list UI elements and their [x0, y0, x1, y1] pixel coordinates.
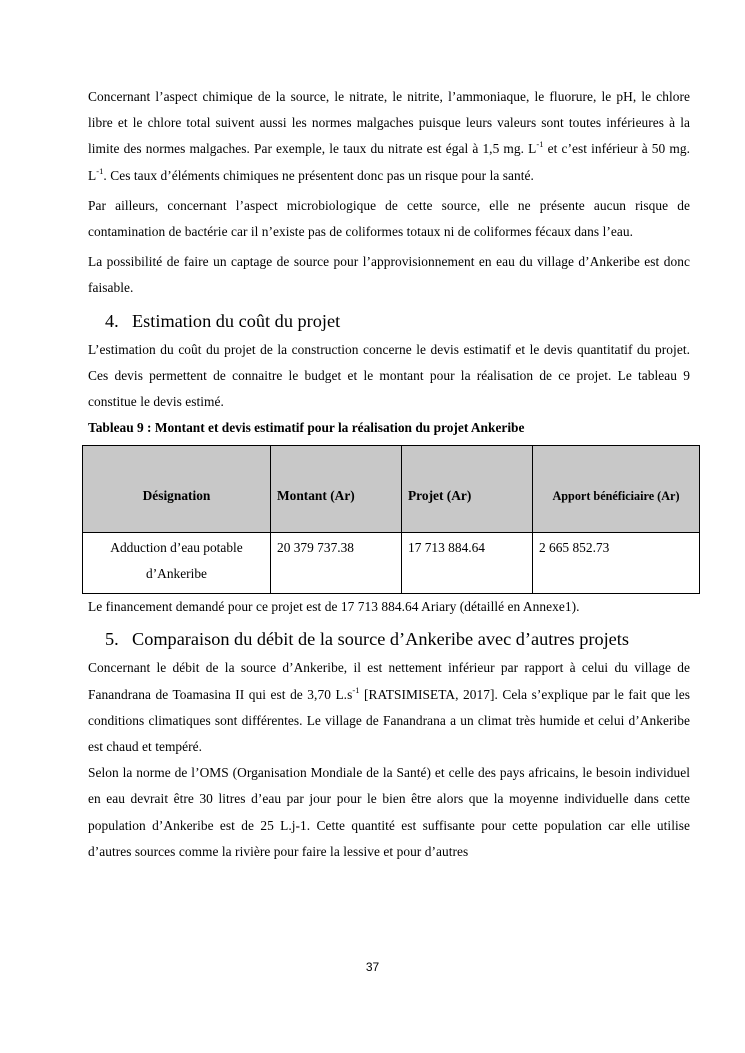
superscript: -1	[352, 684, 360, 695]
chemical-paragraph	[88, 84, 690, 189]
text-run: Concernant le débit de la source d’Ankeribe, il est nettement inférieur par rapport à celui du village de Fanandrana de Toamasina II qui est de 3,70 L.s	[88, 660, 690, 702]
header-designation: Désignation	[83, 446, 271, 533]
section-title: Comparaison du débit de la source d’Ankeribe avec d’autres projets	[132, 629, 629, 650]
cell-text: Adduction d’eau potable	[110, 540, 243, 556]
text-run: et c’est inférieur à 50 mg. L	[88, 141, 690, 183]
table-caption: Tableau 9 : Montant et devis estimatif pour la réalisation du projet Ankeribe	[88, 420, 525, 436]
section-4-intro: L’estimation du coût du projet de la construction concerne le devis estimatif et le devis quantitatif du projet. Ces devis permettent de connaitre le budget et le montant pour la réalisation de ce projet. Le tableau 9 constitue le devis estimé.	[88, 341, 690, 410]
table-header-row	[83, 446, 700, 533]
section-title: Estimation du coût du projet	[132, 310, 341, 331]
cell-designation	[83, 533, 271, 594]
cell-montant: 20 379 737.38	[271, 533, 402, 594]
microbiology-paragraph: Par ailleurs, concernant l’aspect microbiologique de cette source, elle ne présente aucun risque de contamination de bactérie car il n’existe pas de coliformes totaux ni de coliformes fécaux dans l’eau.	[88, 197, 690, 240]
text-run: . Ces taux d’éléments chimiques ne présentent donc pas un risque pour la santé.	[103, 167, 534, 183]
text-run: [RATSIMISETA, 2017]. Cela s’explique par le fait que les conditions climatiques sont différentes. Le village de Fanandrana a un climat très humide et celui d’Ankeribe est chaud et tempéré.	[88, 686, 690, 755]
who-norm-paragraph: Selon la norme de l’OMS (Organisation Mondiale de la Santé) et celle des pays africains, le besoin individuel en eau devrait être 30 litres d’eau par jour pour le bien être alors que la moyenne individuelle dans cette population d’Ankeribe est de 25 L.j-1. Cette quantité est suffisante pour cette population car elle utilise d’autres sources comme la rivière pour faire la lessive et pour d’autres	[88, 765, 690, 859]
cost-estimate-table	[82, 445, 700, 594]
document-page	[88, 84, 690, 865]
possibility-paragraph: La possibilité de faire un captage de source pour l’approvisionnement en eau du village d’Ankeribe est donc faisable.	[88, 254, 690, 296]
page-number: 37	[365, 960, 380, 974]
financing-paragraph: Le financement demandé pour ce projet est de 17 713 884.64 Ariary (détaillé en Annexe1).	[88, 599, 580, 615]
cell-apport: 2 665 852.73	[533, 533, 700, 594]
superscript: -1	[536, 139, 544, 150]
section-5-heading	[105, 627, 690, 651]
header-projet: Projet (Ar)	[402, 446, 533, 533]
section-number: 5.	[105, 629, 119, 650]
section-number: 4.	[105, 310, 119, 331]
cell-text: d’Ankeribe	[146, 566, 207, 582]
table-row	[83, 533, 700, 594]
text-run: Concernant l’aspect chimique de la source, le nitrate, le nitrite, l’ammoniaque, le fluorure, le pH, le chlore libre et le chlore total suivent aussi les normes malgaches puisque leurs valeurs sont toutes inférieures à la limite des normes malgaches. Par exemple, le taux du nitrate est égal à 1,5 mg. L	[88, 89, 690, 157]
header-montant: Montant (Ar)	[271, 446, 402, 533]
section-4-heading	[105, 309, 690, 333]
cell-projet: 17 713 884.64	[402, 533, 533, 594]
header-apport: Apport bénéficiaire (Ar)	[533, 446, 700, 533]
superscript: -1	[96, 165, 104, 176]
flow-comparison-paragraph	[88, 655, 690, 760]
